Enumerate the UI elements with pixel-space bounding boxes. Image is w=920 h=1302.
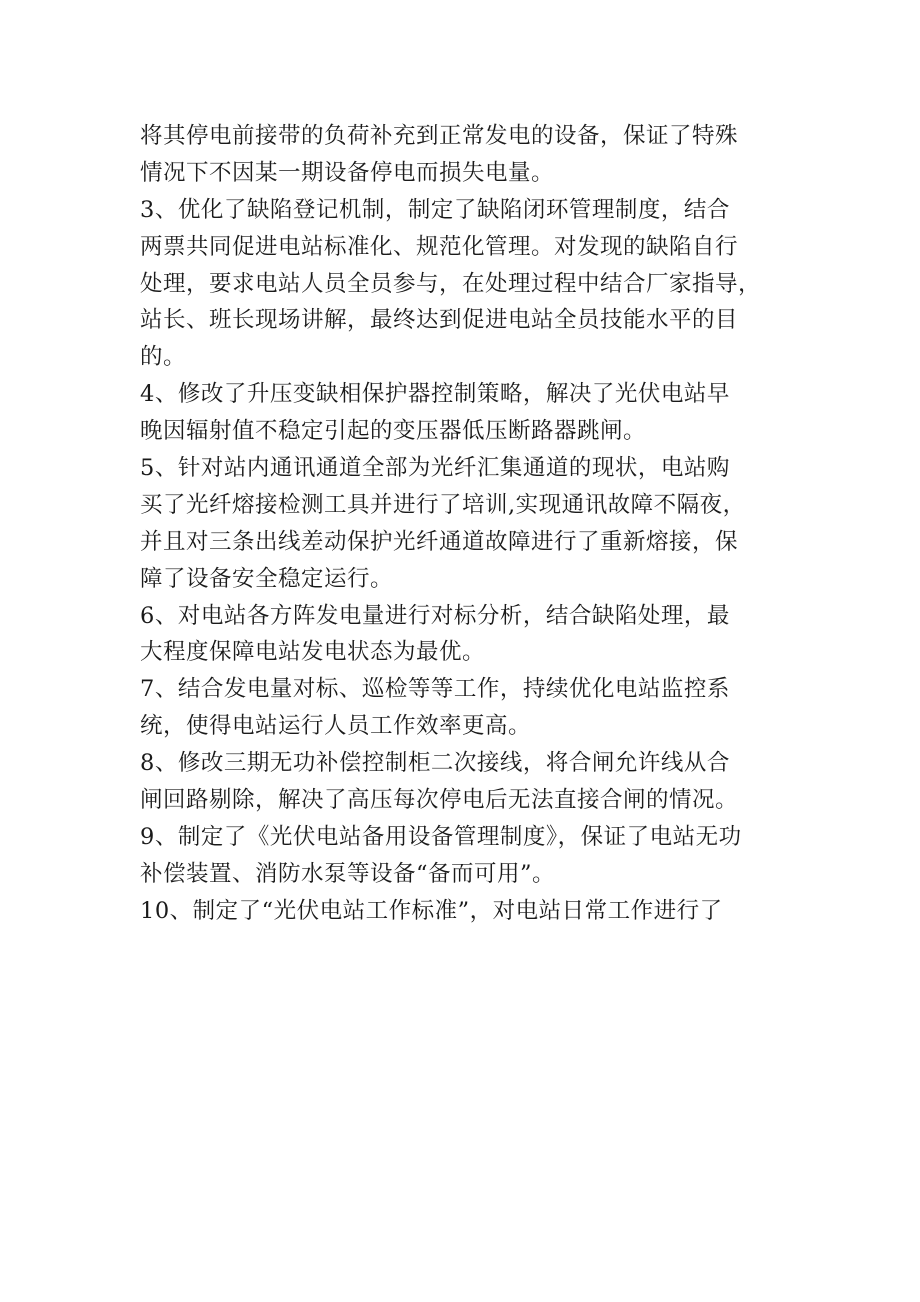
text-line: 8、修改三期无功补偿控制柜二次接线，将合闸允许线从合 [140, 750, 730, 777]
text-line: 站长、班长现场讲解，最终达到促进电站全员技能水平的目 [140, 307, 739, 334]
text-line: 将其停电前接带的负荷补充到正常发电的设备，保证了特殊 [140, 123, 739, 149]
text-line: 统，使得电站运行人员工作效率更高。 [140, 713, 532, 740]
text-line: 情况下不因某一期设备停电而损失电量。 [140, 159, 555, 186]
text-line: 两票共同促进电站标准化、规范化管理。对发现的缺陷自行 [140, 233, 739, 260]
text-line: 6、对电站各方阵发电量进行对标分析，结合缺陷处理，最 [140, 602, 730, 629]
text-line: 补偿装置、消防水泵等设备“备而可用”。 [140, 860, 556, 887]
text-line: 3、优化了缺陷登记机制，制定了缺陷闭环管理制度，结合 [140, 196, 730, 223]
text-line: 闸回路剔除，解决了高压每次停电后无法直接合闸的情况。 [140, 787, 739, 814]
text-line: 处理，要求电站人员全员参与，在处理过程中结合厂家指导， [140, 270, 762, 297]
text-line: 大程度保障电站发电状态为最优。 [140, 639, 486, 666]
text-line: 障了设备安全稳定运行。 [140, 565, 394, 592]
text-line: 晚因辐射值不稳定引起的变压器低压断路器跳闸。 [140, 418, 647, 445]
text-line: 7、结合发电量对标、巡检等等工作，持续优化电站监控系 [140, 676, 730, 703]
text-line: 的。 [140, 344, 187, 371]
text-line: 买了光纤熔接检测工具并进行了培训,实现通讯故障不隔夜， [140, 491, 746, 518]
text-line: 并且对三条出线差动保护光纤通道故障进行了重新熔接，保 [140, 528, 739, 555]
text-line: 5、针对站内通讯通道全部为光纤汇集通道的现状，电站购 [140, 455, 730, 482]
document-body [140, 118, 800, 930]
text-line: 4、修改了升压变缺相保护器控制策略，解决了光伏电站早 [140, 381, 730, 408]
text-line: 10、制定了“光伏电站工作标准”，对电站日常工作进行了 [140, 897, 723, 924]
text-line: 9、制定了《光伏电站备用设备管理制度》，保证了电站无功 [140, 823, 742, 850]
